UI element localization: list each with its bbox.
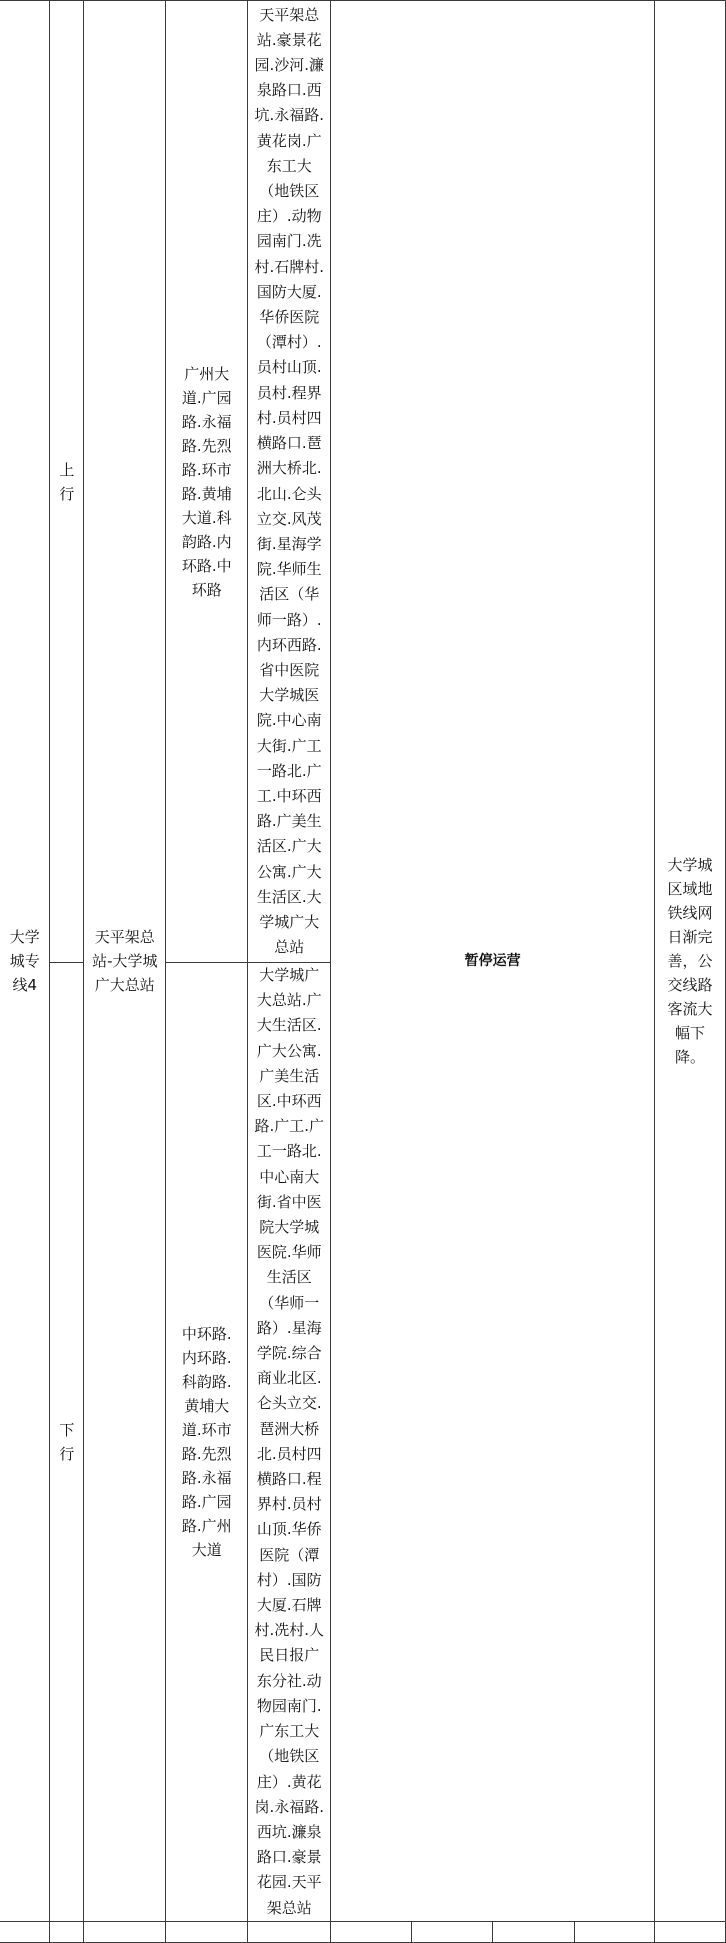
status-cell — [331, 1, 655, 1922]
reason-text: 大学城区域地铁线网日渐完善，公交线路客流大幅下降。 — [667, 855, 713, 1066]
roads-cell-down — [166, 963, 248, 1922]
empty-cell — [574, 1921, 654, 1942]
reason-cell — [654, 1, 725, 1922]
stops-up: 天平架总站.豪景花园.沙河.濂泉路口.西坑.永福路.黄花岗.广东工大（地铁区庄）.动物园南门.冼村.石牌村.国防大厦.华侨医院（潭村）.员村山顶.员村.程界村.员村四横路口.琶洲大桥北.北山.仑头立交.风茂街.星海学院.华师生活区（华师一路）.内环西路.省中医院大学城医院.中心南大街.广工一路北.广工.中环西路.广美生活区.广大公寓.广大生活区.大学城广大总站 — [254, 5, 324, 957]
direction-label: 上行 — [59, 460, 75, 503]
status-text: 暂停运营 — [464, 952, 521, 969]
empty-cell — [411, 1921, 492, 1942]
stops-cell-down — [248, 963, 331, 1922]
empty-cell — [654, 1921, 725, 1942]
empty-cell — [331, 1921, 411, 1942]
route-name-cell — [0, 1, 50, 1922]
empty-cell — [50, 1921, 84, 1942]
route-terminals: 天平架总站-大学城广大总站 — [92, 927, 158, 994]
roads-up: 广州大道.广园路.永福路.先烈路.环市路.黄埔大道.科韵路.内环路.中环路 — [181, 364, 232, 599]
table-row — [0, 1, 726, 963]
direction-label: 下行 — [59, 1420, 75, 1463]
direction-cell-up — [50, 1, 84, 963]
direction-cell-down — [50, 963, 84, 1922]
stops-down: 大学城广大总站.广大生活区.广大公寓.广美生活区.中环西路.广工.广工一路北.中心南大街.省中医院大学城医院.华师生活区（华师一路）.星海学院.综合商业北区.仑头立交.琶洲大桥北.员村四横路口.程界村.员村山顶.华侨医院（潭村）.国防大厦.石牌村.冼村.人民日报广东分社.动物园南门.广东工大（地铁区庄）.黄花岗.永福路.西坑.濂泉路口.豪景花园.天平架总站 — [254, 966, 324, 1917]
roads-cell-up — [166, 1, 248, 963]
route-name: 大学城专线4 — [9, 927, 40, 994]
table-row-empty — [0, 1921, 726, 1942]
empty-cell — [84, 1921, 166, 1942]
stops-cell-up — [248, 1, 331, 963]
terminals-cell — [84, 1, 166, 1922]
empty-cell — [166, 1921, 248, 1942]
empty-cell — [0, 1921, 50, 1942]
roads-down: 中环路.内环路.科韵路.黄埔大道.环市路.先烈路.永福路.广园路.广州大道 — [181, 1324, 232, 1559]
empty-cell — [493, 1921, 574, 1942]
empty-cell — [248, 1921, 331, 1942]
